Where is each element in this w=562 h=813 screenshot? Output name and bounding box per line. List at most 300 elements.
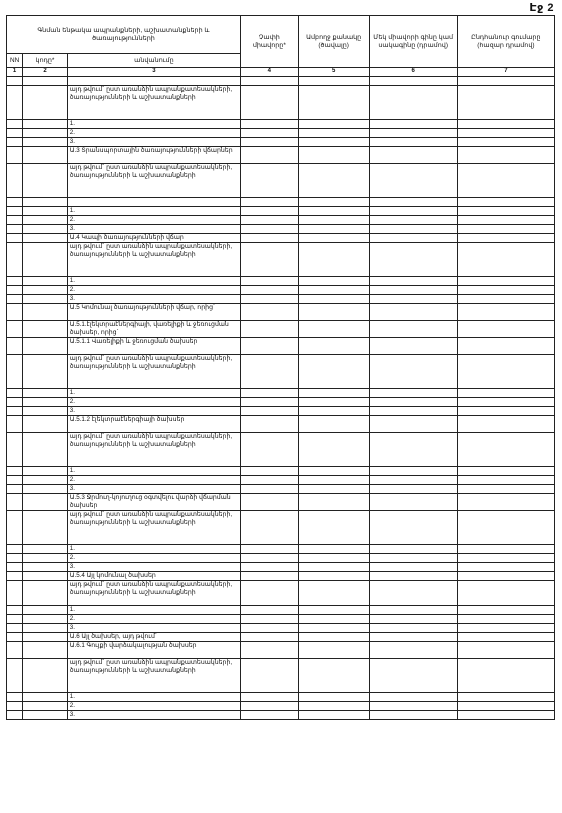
table-cell — [369, 563, 457, 572]
table-cell — [298, 615, 369, 624]
table-cell — [240, 606, 298, 615]
header-unit: Չափի միավորը* — [240, 16, 298, 68]
table-cell — [7, 355, 23, 389]
table-cell — [298, 277, 369, 286]
row-item-name: 2. — [67, 476, 240, 485]
table-cell — [298, 338, 369, 355]
table-cell — [7, 147, 23, 164]
table-cell — [7, 407, 23, 416]
table-cell — [457, 416, 554, 433]
table-cell — [23, 389, 68, 398]
table-cell — [23, 398, 68, 407]
table-cell — [457, 545, 554, 554]
table-cell — [240, 398, 298, 407]
table-cell — [457, 338, 554, 355]
table-cell — [7, 485, 23, 494]
table-cell — [240, 554, 298, 563]
table-cell — [457, 485, 554, 494]
table-cell — [457, 207, 554, 216]
table-cell — [298, 243, 369, 277]
table-cell — [457, 476, 554, 485]
table-cell — [298, 659, 369, 693]
table-cell — [240, 304, 298, 321]
table-cell — [23, 225, 68, 234]
table-cell — [369, 138, 457, 147]
procurement-table — [6, 15, 555, 720]
table-cell — [457, 225, 554, 234]
table-cell — [369, 407, 457, 416]
table-cell — [23, 545, 68, 554]
row-item-name: 1. — [67, 389, 240, 398]
header-name: անվանումը — [67, 54, 240, 68]
row-item-name: այդ թվում` ըստ առանձին ապրանքատեսակների, ծառայությունների և աշխատանքների — [67, 243, 240, 277]
table-cell — [369, 216, 457, 225]
table-cell — [369, 545, 457, 554]
table-cell — [23, 295, 68, 304]
table-cell — [7, 702, 23, 711]
table-row — [7, 563, 555, 572]
table-cell — [298, 476, 369, 485]
row-item-name: 2. — [67, 286, 240, 295]
table-cell — [369, 606, 457, 615]
table-cell — [369, 581, 457, 606]
table-cell — [240, 295, 298, 304]
table-cell — [457, 234, 554, 243]
table-cell — [7, 86, 23, 120]
table-cell — [369, 624, 457, 633]
table-cell — [7, 77, 23, 86]
table-cell — [240, 711, 298, 720]
table-cell — [7, 711, 23, 720]
table-cell — [298, 554, 369, 563]
table-cell — [7, 225, 23, 234]
table-row — [7, 693, 555, 702]
table-cell — [457, 138, 554, 147]
table-cell — [7, 563, 23, 572]
row-item-name — [67, 198, 240, 207]
table-cell — [7, 286, 23, 295]
table-row — [7, 277, 555, 286]
row-item-name: 3. — [67, 485, 240, 494]
row-item-name: 1. — [67, 120, 240, 129]
table-body — [7, 77, 555, 720]
table-cell — [23, 321, 68, 338]
row-item-name: Ա.5.3 Ջրմուղ-կոյուղուց օգտվելու վարձի վճարման ծախսեր — [67, 494, 240, 511]
table-cell — [298, 494, 369, 511]
row-item-name: 1. — [67, 606, 240, 615]
table-cell — [298, 433, 369, 467]
column-number: 2 — [23, 68, 68, 77]
table-cell — [7, 243, 23, 277]
table-cell — [369, 355, 457, 389]
table-row — [7, 633, 555, 642]
table-row — [7, 398, 555, 407]
table-cell — [457, 304, 554, 321]
table-cell — [298, 545, 369, 554]
table-cell — [7, 304, 23, 321]
table-cell — [298, 129, 369, 138]
table-cell — [457, 494, 554, 511]
table-cell — [23, 615, 68, 624]
column-number-row — [7, 68, 555, 77]
table-cell — [298, 581, 369, 606]
column-number: 6 — [369, 68, 457, 77]
table-row — [7, 389, 555, 398]
table-cell — [23, 624, 68, 633]
header-code: կոդը* — [23, 54, 68, 68]
table-cell — [369, 485, 457, 494]
table-cell — [457, 633, 554, 642]
table-cell — [298, 563, 369, 572]
table-cell — [369, 77, 457, 86]
table-cell — [7, 615, 23, 624]
table-cell — [369, 476, 457, 485]
table-cell — [369, 286, 457, 295]
row-item-name: 3. — [67, 624, 240, 633]
table-cell — [240, 485, 298, 494]
table-cell — [298, 606, 369, 615]
table-row — [7, 120, 555, 129]
table-cell — [369, 129, 457, 138]
table-cell — [240, 633, 298, 642]
table-cell — [240, 277, 298, 286]
table-cell — [457, 355, 554, 389]
table-row — [7, 129, 555, 138]
table-cell — [23, 563, 68, 572]
table-cell — [369, 659, 457, 693]
table-cell — [457, 164, 554, 198]
row-item-name: 1. — [67, 277, 240, 286]
table-row — [7, 554, 555, 563]
table-row — [7, 581, 555, 606]
row-item-name: Ա.5.4 Այլ կոմունալ ծախսեր — [67, 572, 240, 581]
table-cell — [298, 321, 369, 338]
table-cell — [457, 693, 554, 702]
row-item-name: այդ թվում` ըստ առանձին ապրանքատեսակների, ծառայությունների և աշխատանքների — [67, 659, 240, 693]
table-cell — [298, 355, 369, 389]
table-row — [7, 476, 555, 485]
table-cell — [457, 216, 554, 225]
row-item-name — [67, 77, 240, 86]
table-cell — [23, 138, 68, 147]
row-item-name: Ա.4 Կապի ծառայությունների վճար — [67, 234, 240, 243]
table-cell — [369, 711, 457, 720]
table-cell — [457, 624, 554, 633]
table-row — [7, 467, 555, 476]
table-cell — [369, 198, 457, 207]
table-cell — [298, 624, 369, 633]
table-cell — [298, 572, 369, 581]
table-cell — [7, 321, 23, 338]
table-cell — [240, 234, 298, 243]
row-item-name: այդ թվում` ըստ առանձին ապրանքատեսակների, ծառայությունների և աշխատանքների — [67, 433, 240, 467]
table-cell — [298, 234, 369, 243]
table-cell — [457, 615, 554, 624]
table-row — [7, 624, 555, 633]
header-nn: NN — [7, 54, 23, 68]
row-item-name: Ա.5.1.էլեկտրաէներգիայի, վառելիքի և ջեռուցման ծախսեր, որից` — [67, 321, 240, 338]
row-item-name: 2. — [67, 216, 240, 225]
table-cell — [7, 467, 23, 476]
table-cell — [240, 494, 298, 511]
table-cell — [369, 615, 457, 624]
table-row — [7, 711, 555, 720]
table-cell — [457, 554, 554, 563]
table-cell — [457, 407, 554, 416]
row-item-name: այդ թվում` ըստ առանձին ապրանքատեսակների, ծառայությունների և աշխատանքների — [67, 355, 240, 389]
table-row — [7, 338, 555, 355]
table-cell — [298, 207, 369, 216]
table-row — [7, 207, 555, 216]
table-cell — [23, 511, 68, 545]
table-cell — [240, 389, 298, 398]
table-cell — [23, 407, 68, 416]
table-cell — [7, 642, 23, 659]
table-cell — [23, 234, 68, 243]
table-cell — [298, 416, 369, 433]
table-row — [7, 225, 555, 234]
row-item-name: 1. — [67, 545, 240, 554]
row-item-name: 3. — [67, 295, 240, 304]
row-item-name: 3. — [67, 138, 240, 147]
table-cell — [298, 511, 369, 545]
table-cell — [23, 164, 68, 198]
table-row — [7, 164, 555, 198]
table-row — [7, 147, 555, 164]
table-cell — [457, 659, 554, 693]
row-item-name: Ա.6 Այլ ծախսեր, այդ թվում` — [67, 633, 240, 642]
table-cell — [240, 77, 298, 86]
table-cell — [7, 433, 23, 467]
table-cell — [7, 138, 23, 147]
table-cell — [298, 389, 369, 398]
header-total: Ընդհանուր գումարը (հազար դրամով) — [457, 16, 554, 68]
row-item-name: 2. — [67, 129, 240, 138]
table-cell — [298, 693, 369, 702]
table-cell — [7, 389, 23, 398]
table-cell — [7, 476, 23, 485]
table-cell — [298, 147, 369, 164]
row-item-name: 2. — [67, 398, 240, 407]
table-row — [7, 659, 555, 693]
table-cell — [457, 563, 554, 572]
table-row — [7, 216, 555, 225]
row-item-name: Ա.5.1.1 Վառելիքի և ջեռուցման ծախսեր — [67, 338, 240, 355]
table-row — [7, 416, 555, 433]
row-item-name: 3. — [67, 225, 240, 234]
table-cell — [457, 77, 554, 86]
table-cell — [240, 693, 298, 702]
table-cell — [369, 86, 457, 120]
table-cell — [240, 207, 298, 216]
table-cell — [7, 129, 23, 138]
table-cell — [298, 225, 369, 234]
table-cell — [7, 198, 23, 207]
table-cell — [23, 286, 68, 295]
table-cell — [369, 693, 457, 702]
table-cell — [240, 563, 298, 572]
table-cell — [457, 606, 554, 615]
row-item-name: 2. — [67, 554, 240, 563]
table-cell — [23, 702, 68, 711]
table-cell — [298, 398, 369, 407]
table-row — [7, 321, 555, 338]
table-cell — [457, 286, 554, 295]
table-cell — [298, 295, 369, 304]
table-cell — [298, 77, 369, 86]
table-cell — [369, 277, 457, 286]
table-row — [7, 243, 555, 277]
table-cell — [7, 606, 23, 615]
table-cell — [240, 642, 298, 659]
table-cell — [240, 702, 298, 711]
table-cell — [298, 642, 369, 659]
table-cell — [240, 355, 298, 389]
table-row — [7, 511, 555, 545]
table-cell — [23, 277, 68, 286]
row-item-name: այդ թվում` ըստ առանձին ապրանքատեսակների, ծառայությունների և աշխատանքների — [67, 164, 240, 198]
table-cell — [23, 77, 68, 86]
table-cell — [369, 389, 457, 398]
table-row — [7, 642, 555, 659]
column-number: 7 — [457, 68, 554, 77]
table-cell — [240, 86, 298, 120]
table-cell — [23, 633, 68, 642]
row-item-name: Ա.6.1 Գույքի վարձակալության ծախսեր — [67, 642, 240, 659]
table-cell — [23, 304, 68, 321]
row-item-name: 3. — [67, 407, 240, 416]
table-cell — [240, 545, 298, 554]
column-number: 4 — [240, 68, 298, 77]
table-cell — [298, 120, 369, 129]
table-cell — [240, 407, 298, 416]
table-cell — [457, 295, 554, 304]
table-row — [7, 86, 555, 120]
table-cell — [240, 164, 298, 198]
table-cell — [23, 494, 68, 511]
table-cell — [240, 624, 298, 633]
table-cell — [298, 407, 369, 416]
row-item-name: 1. — [67, 467, 240, 476]
table-cell — [369, 633, 457, 642]
column-number: 5 — [298, 68, 369, 77]
table-row — [7, 485, 555, 494]
table-cell — [23, 129, 68, 138]
table-cell — [298, 86, 369, 120]
table-row — [7, 355, 555, 389]
table-cell — [240, 198, 298, 207]
table-cell — [240, 659, 298, 693]
table-cell — [240, 416, 298, 433]
table-cell — [7, 216, 23, 225]
row-item-name: Ա.5 Կոմունալ ծառայությունների վճար, որից` — [67, 304, 240, 321]
table-cell — [369, 304, 457, 321]
table-cell — [369, 147, 457, 164]
table-cell — [7, 494, 23, 511]
table-cell — [23, 86, 68, 120]
table-cell — [240, 321, 298, 338]
table-cell — [369, 572, 457, 581]
table-cell — [298, 286, 369, 295]
table-cell — [23, 216, 68, 225]
table-cell — [298, 711, 369, 720]
table-row — [7, 198, 555, 207]
table-row — [7, 433, 555, 467]
table-cell — [240, 467, 298, 476]
table-cell — [457, 702, 554, 711]
table-cell — [369, 120, 457, 129]
table-cell — [7, 554, 23, 563]
table-cell — [240, 476, 298, 485]
table-cell — [240, 433, 298, 467]
table-cell — [7, 416, 23, 433]
page-number: Էջ 2 — [529, 2, 554, 14]
table-cell — [457, 243, 554, 277]
header-unit-price: Մեկ միավորի գինը կամ սակագինը (դրամով) — [369, 16, 457, 68]
table-cell — [23, 198, 68, 207]
table-cell — [240, 129, 298, 138]
table-cell — [7, 398, 23, 407]
table-row — [7, 77, 555, 86]
table-cell — [457, 321, 554, 338]
table-cell — [457, 129, 554, 138]
header-quantity: Ամբողջ քանակը (ծավալը) — [298, 16, 369, 68]
table-cell — [457, 711, 554, 720]
table-cell — [23, 572, 68, 581]
table-cell — [23, 711, 68, 720]
table-row — [7, 234, 555, 243]
table-cell — [369, 164, 457, 198]
table-cell — [457, 581, 554, 606]
table-cell — [369, 554, 457, 563]
table-cell — [457, 147, 554, 164]
table-cell — [23, 416, 68, 433]
table-cell — [369, 225, 457, 234]
table-cell — [298, 467, 369, 476]
table-cell — [7, 624, 23, 633]
table-row — [7, 702, 555, 711]
table-cell — [240, 147, 298, 164]
table-cell — [240, 225, 298, 234]
row-item-name: 1. — [67, 693, 240, 702]
table-cell — [7, 572, 23, 581]
table-cell — [240, 511, 298, 545]
table-cell — [23, 476, 68, 485]
table-cell — [298, 216, 369, 225]
table-row — [7, 572, 555, 581]
table-cell — [457, 398, 554, 407]
table-cell — [240, 138, 298, 147]
table-cell — [23, 120, 68, 129]
table-cell — [23, 355, 68, 389]
table-cell — [457, 86, 554, 120]
row-item-name: այդ թվում` ըստ առանձին ապրանքատեսակների, ծառայությունների և աշխատանքների — [67, 86, 240, 120]
table-cell — [7, 234, 23, 243]
table-cell — [240, 581, 298, 606]
table-cell — [23, 207, 68, 216]
column-number: 1 — [7, 68, 23, 77]
table-row — [7, 606, 555, 615]
table-cell — [23, 554, 68, 563]
table-cell — [240, 615, 298, 624]
table-cell — [298, 485, 369, 494]
table-cell — [298, 138, 369, 147]
table-cell — [7, 295, 23, 304]
table-cell — [7, 120, 23, 129]
row-item-name: Ա.3 Տրանսպորտային ծառայությունների վճարներ — [67, 147, 240, 164]
row-item-name: 1. — [67, 207, 240, 216]
table-cell — [457, 467, 554, 476]
